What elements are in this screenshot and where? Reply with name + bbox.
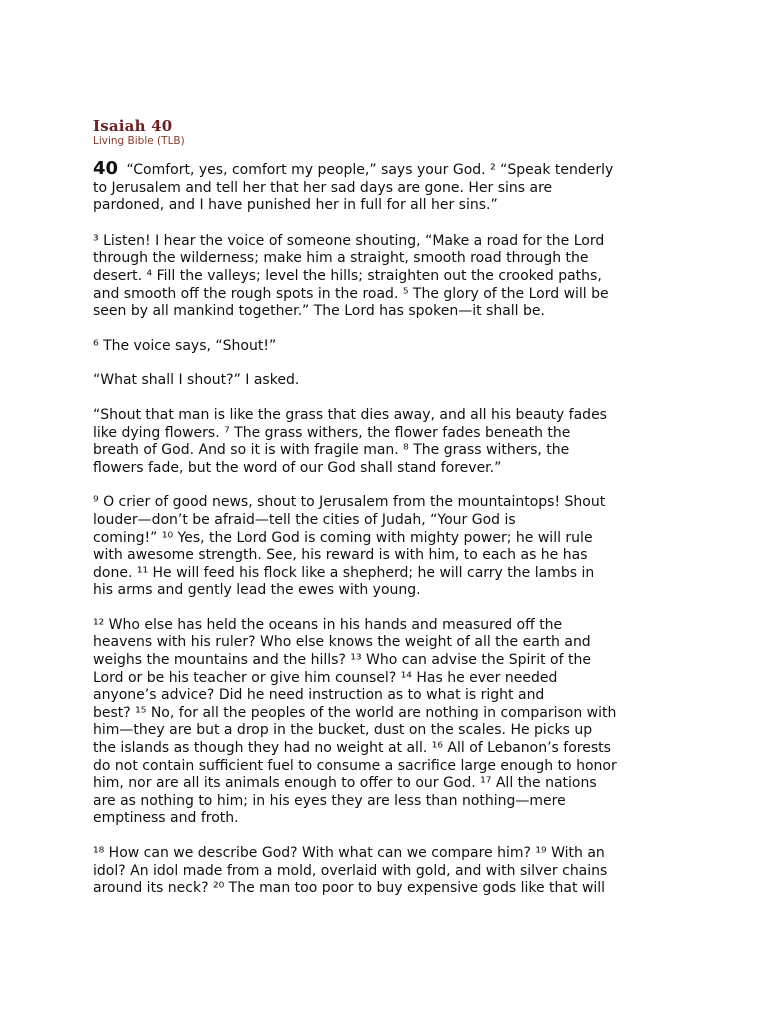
- paragraph-3: ⁶ The voice says, “Shout!”: [93, 337, 277, 354]
- bible-version-label: Living Bible (TLB): [93, 135, 185, 147]
- paragraph-1-text: “Comfort, yes, comfort my people,” says your God. ² “Speak tenderly to Jerusalem and tell her that her sad days are gone. Her sins are pardoned, and I have punished her in full for all her sins.”: [93, 162, 614, 214]
- document-page: [93, 117, 683, 915]
- paragraph-2: ³ Listen! I hear the voice of someone shouting, “Make a road for the Lord through the wilderness; make him a straight, smooth road through the desert. ⁴ Fill the valleys; level the hills; straighten out the crooked paths, and smooth off the rough spots in the road. ⁵ The glory of the Lord will be seen by all mankind together.” The Lord has spoken—it shall be.: [93, 232, 609, 320]
- page-title: Isaiah 40: [93, 117, 173, 135]
- chapter-number: 40: [93, 158, 119, 179]
- paragraph-1: [93, 160, 683, 215]
- paragraph-7: ¹² Who else has held the oceans in his hands and measured off the heavens with his ruler? Who else knows the weight of all the earth and weighs the mountains and the hills? ¹³ Who can advise the Spirit of the Lord or be his teacher or give him counsel? ¹⁴ Has he ever needed anyone’s advice? Did he need instruction as to what is right and best? ¹⁵ No, for all the peoples of the world are nothing in comparison with him—they are but a drop in the bucket, dust on the scales. He picks up the islands as though they had no weight at all. ¹⁶ All of Lebanon’s forests do not contain sufficient fuel to consume a sacrifice large enough to honor him, nor are all its animals enough to offer to our God. ¹⁷ All the nations are as nothing to him; in his eyes they are less than nothing—mere emptiness and froth.: [93, 616, 617, 827]
- paragraph-5: “Shout that man is like the grass that dies away, and all his beauty fades like dying flowers. ⁷ The grass withers, the flower fades beneath the breath of God. And so it is with fragile man. ⁸ The grass withers, the flowers fade, but the word of our God shall stand forever.”: [93, 406, 607, 476]
- paragraph-8: ¹⁸ How can we describe God? With what can we compare him? ¹⁹ With an idol? An idol made from a mold, overlaid with gold, and with silver chains around its neck? ²⁰ The man too poor to buy expensive gods like that will: [93, 845, 608, 897]
- paragraph-4: “What shall I shout?” I asked.: [93, 372, 300, 389]
- paragraph-6: ⁹ O crier of good news, shout to Jerusalem from the mountaintops! Shout louder—don’t be afraid—tell the cities of Judah, “Your God is coming!” ¹⁰ Yes, the Lord God is coming with mighty power; he will rule with awesome strength. See, his reward is with him, to each as he has done. ¹¹ He will feed his flock like a shepherd; he will carry the lambs in his arms and gently lead the ewes with young.: [93, 494, 606, 599]
